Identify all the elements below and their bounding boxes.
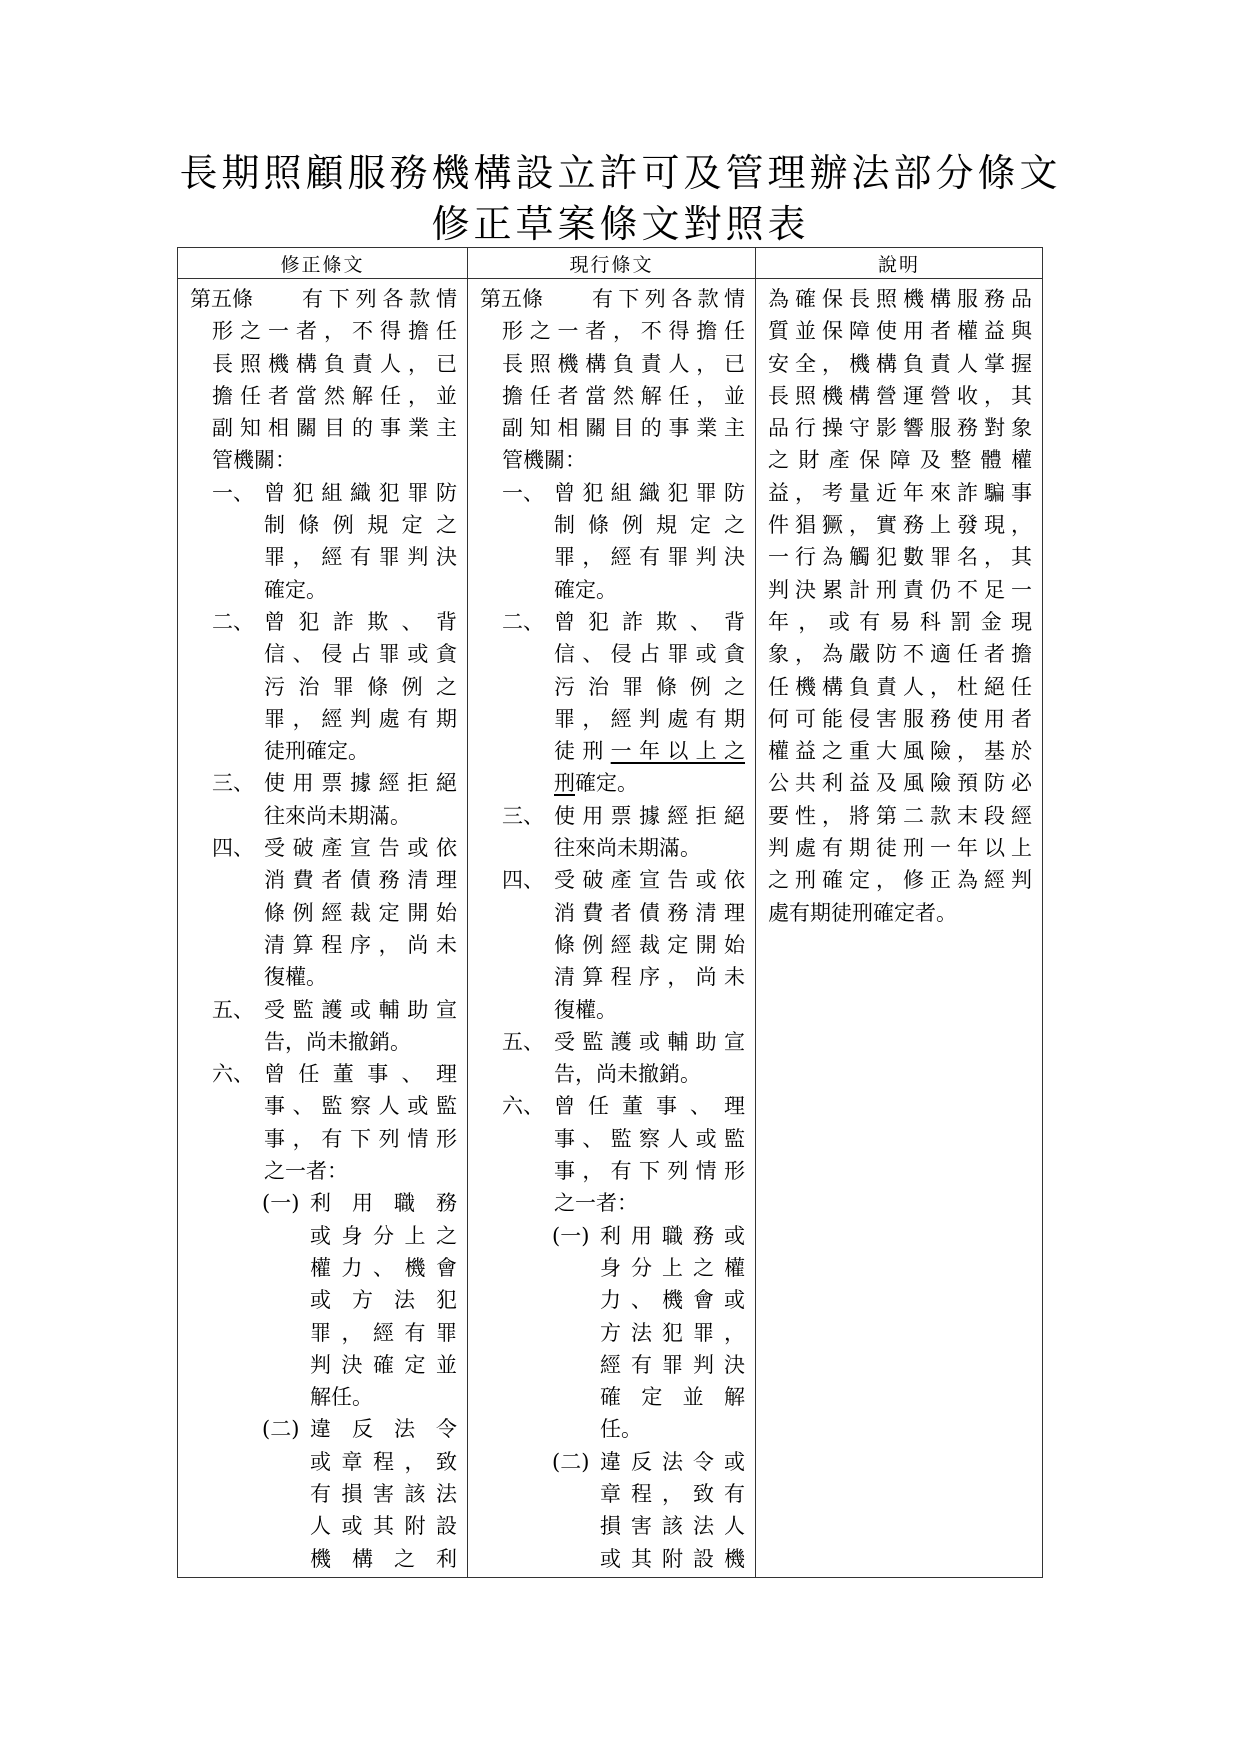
text-line: 益，考量近年來詐騙事	[768, 480, 1032, 505]
comparison-table	[177, 247, 1043, 1578]
text-line: 清算程序，尚未	[264, 932, 457, 957]
text-line: 制條例規定之	[554, 513, 745, 538]
text-line: 條例經裁定開始	[554, 932, 745, 957]
item-marker: 六、	[502, 1094, 544, 1119]
text-line: 機構之利	[310, 1546, 457, 1571]
header-current: 現行條文	[468, 248, 756, 279]
text-line: 罪，經判處有期	[554, 706, 745, 731]
underlined-deleted-text: 刑	[554, 771, 575, 796]
text-line: 往來尚未期滿。	[554, 836, 701, 861]
text-line: 有下列各款情	[592, 287, 745, 311]
text-line: 形之一者，不得擔任	[212, 319, 457, 344]
text-line: 之財產保障及整體權	[768, 448, 1032, 473]
text-line: 任。	[600, 1417, 642, 1442]
text-line: 確定。	[264, 577, 327, 602]
text-line: 件猖獗，實務上發現，	[768, 513, 1032, 538]
list-item-line: 六、 曾任董事、理	[480, 1090, 745, 1122]
text-line: 條例經裁定開始	[264, 900, 457, 925]
document-title-line-2: 修正草案條文對照表	[431, 202, 810, 246]
text-line: 事，有下列情形	[554, 1159, 745, 1184]
text-line: 罪，經有罪判決	[554, 545, 745, 570]
text-line: 有損害該法	[310, 1481, 457, 1506]
item-marker: 二、	[212, 609, 254, 634]
sub-item-line: (一) 利用職務	[190, 1187, 457, 1219]
item-marker: 三、	[212, 771, 254, 796]
list-item-line: 六、 曾任董事、理	[190, 1058, 457, 1090]
item-marker: 五、	[212, 997, 254, 1022]
text-line: 事，有下列情形	[264, 1126, 457, 1151]
sub-item-marker: (一)	[552, 1223, 590, 1248]
text-line: 判決確定並	[310, 1352, 457, 1377]
text-line: 長照機構負責人，已	[212, 351, 457, 376]
text-line: 質並保障使用者權益與	[768, 319, 1032, 344]
sub-item-marker: (二)	[552, 1449, 590, 1474]
article-label: 第五條	[190, 287, 253, 311]
text-line: 副知相關目的事業主	[502, 416, 745, 441]
text-line: 判處有期徒刑一年以上	[768, 836, 1032, 861]
table-header-row	[178, 248, 1043, 279]
text-line: 身分上之權	[600, 1255, 745, 1280]
text-line: 任機構負責人，杜絕任	[768, 674, 1032, 699]
text-line: 徒刑一年以上之	[554, 739, 746, 764]
sub-item-line: (一) 利用職務或	[480, 1220, 745, 1252]
list-item-line: 五、 受監護或輔助宣	[190, 994, 457, 1026]
list-item-line: 一、 曾犯組織犯罪防	[190, 477, 457, 509]
list-item-line: 四、 受破產宣告或依	[480, 864, 745, 896]
text-line: 復權。	[264, 965, 327, 990]
underlined-deleted-text: 一年以上之	[610, 739, 746, 764]
text-line: 經有罪判決	[600, 1352, 745, 1377]
text-line: 制條例規定之	[264, 513, 457, 538]
amended-text-cell	[178, 279, 468, 1578]
text-line: 或章程，致	[310, 1449, 457, 1474]
text-line: 之一者：	[554, 1191, 638, 1216]
text-line: 有下列各款情	[302, 287, 457, 311]
table-body-row	[178, 279, 1043, 1578]
text-line: 章程，致有	[600, 1481, 745, 1506]
text-line: 年，或有易科罰金現	[768, 609, 1032, 634]
text-line: 方法犯罪，	[600, 1320, 745, 1345]
text-line: 解任。	[310, 1385, 373, 1410]
text-line: 安全，機構負責人掌握	[768, 351, 1032, 376]
sub-item-line: (二) 違反法令	[190, 1413, 457, 1445]
text-line: 罪，經有罪判決	[264, 545, 457, 570]
item-marker: 一、	[212, 480, 254, 505]
text-line: 判決累計刑責仍不足一	[768, 577, 1032, 602]
text-line: 形之一者，不得擔任	[502, 319, 745, 344]
text-line: 權益之重大風險，基於	[768, 739, 1032, 764]
item-marker: 三、	[502, 803, 544, 828]
text-line: 刑確定。	[554, 771, 638, 796]
text-line: 長照機構負責人，已	[502, 351, 745, 376]
text-line: 信、侵占罪或貪	[264, 642, 457, 667]
sub-item-line: (二) 違反法令或	[480, 1446, 745, 1478]
article-heading-line	[480, 283, 745, 315]
text-line: 副知相關目的事業主	[212, 416, 457, 441]
header-explanation: 說明	[756, 248, 1043, 279]
text-line: 處有期徒刑確定者。	[768, 900, 957, 925]
text-line: 之刑確定，修正為經判	[768, 868, 1032, 893]
text-line: 污治罪條例之	[554, 674, 745, 699]
text-line: 管機關：	[502, 448, 586, 473]
list-item-line: 三、 使用票據經拒絕	[480, 800, 745, 832]
text-line: 事、監察人或監	[554, 1126, 745, 1151]
document-title-line-1: 長期照顧服務機構設立許可及管理辦法部分條文	[179, 151, 1062, 195]
text-line: 往來尚未期滿。	[264, 803, 411, 828]
text-line: 象，為嚴防不適任者擔	[768, 642, 1032, 667]
text-line: 徒刑確定。	[264, 739, 369, 764]
sub-item-marker: (二)	[262, 1417, 300, 1442]
header-amended: 修正條文	[178, 248, 468, 279]
item-marker: 四、	[212, 836, 254, 861]
item-marker: 二、	[502, 609, 544, 634]
text-line: 為確保長照機構服務品	[768, 287, 1032, 311]
item-marker: 五、	[502, 1029, 544, 1054]
text-line: 清算程序，尚未	[554, 965, 745, 990]
text-line: 罪，經有罪	[310, 1320, 457, 1345]
text-line: 告，尚未撤銷。	[554, 1062, 701, 1087]
text-line: 人或其附設	[310, 1514, 457, 1539]
list-item-line: 一、 曾犯組織犯罪防	[480, 477, 745, 509]
text-line: 損害該法人	[600, 1514, 745, 1539]
text-line: 長照機構營運營收，其	[768, 383, 1032, 408]
text-line: 消費者債務清理	[554, 900, 745, 925]
item-marker: 一、	[502, 480, 544, 505]
text-line: 何可能侵害服務使用者	[768, 706, 1032, 731]
text-line: 事、監察人或監	[264, 1094, 457, 1119]
text-line: 要性，將第二款末段經	[768, 803, 1032, 828]
text-line: 確定並解	[600, 1385, 745, 1410]
article-heading-line	[190, 283, 457, 315]
text-line: 復權。	[554, 997, 617, 1022]
text-line: 一行為觸犯數罪名，其	[768, 545, 1032, 570]
text-line: 力、機會或	[600, 1288, 745, 1313]
text-line: 信、侵占罪或貪	[554, 642, 745, 667]
list-item-line: 五、 受監護或輔助宣	[480, 1026, 745, 1058]
text-line: 告，尚未撤銷。	[264, 1029, 411, 1054]
list-item-line: 四、 受破產宣告或依	[190, 832, 457, 864]
text-line: 權力、機會	[310, 1255, 457, 1280]
list-item-line: 三、 使用票據經拒絕	[190, 767, 457, 799]
text-line: 罪，經判處有期	[264, 706, 457, 731]
text-line: 品行操守影響服務對象	[768, 416, 1032, 441]
text-line: 之一者：	[264, 1159, 348, 1184]
list-item-line: 二、 曾犯詐欺、背	[480, 606, 745, 638]
explanation-text-cell	[756, 279, 1043, 1578]
text-line: 管機關：	[212, 448, 296, 473]
current-text-cell	[468, 279, 756, 1578]
sub-item-marker: (一)	[262, 1191, 300, 1216]
text-line: 消費者債務清理	[264, 868, 457, 893]
text-line: 擔任者當然解任，並	[212, 383, 457, 408]
item-marker: 六、	[212, 1062, 254, 1087]
article-label: 第五條	[480, 287, 543, 311]
text-line: 污治罪條例之	[264, 674, 457, 699]
text-line: 公共利益及風險預防必	[768, 771, 1032, 796]
text-line: 或其附設機	[600, 1546, 745, 1571]
item-marker: 四、	[502, 868, 544, 893]
list-item-line: 二、 曾犯詐欺、背	[190, 606, 457, 638]
text-line: 或身分上之	[310, 1223, 457, 1248]
text-line: 擔任者當然解任，並	[502, 383, 745, 408]
text-line: 確定。	[554, 577, 617, 602]
text-line: 或方法犯	[310, 1288, 457, 1313]
